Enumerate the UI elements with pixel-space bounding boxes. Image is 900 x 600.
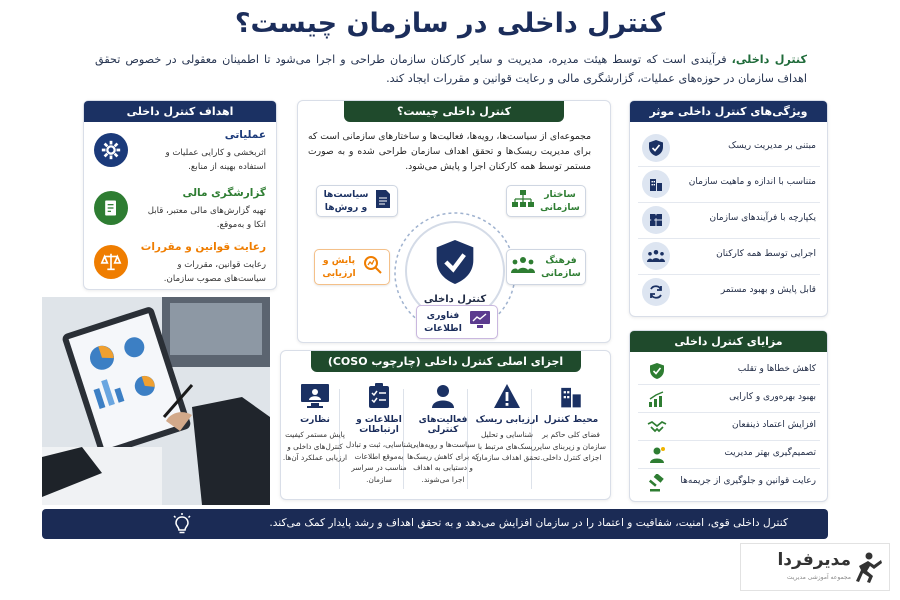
- puzzle-icon: [642, 206, 670, 234]
- coso-control-environment: [535, 381, 607, 464]
- coso-desc: شناسایی و تحلیل ریسک‌های مرتبط با تحقق اهداف سازمان.: [473, 430, 541, 462]
- node-label: ساختار سازمانی: [540, 189, 580, 213]
- gavel-icon: [646, 472, 668, 494]
- goals-panel: [83, 100, 277, 290]
- benefit-label: افزایش اعتماد ذینفعان: [732, 420, 816, 430]
- footer-banner: [42, 509, 828, 539]
- shield-check-icon: [646, 360, 668, 382]
- benefit-label: بهبود بهره‌وری و کارایی: [729, 392, 816, 402]
- gear-icon: [94, 133, 128, 167]
- node-label: فرهنگ سازمانی: [541, 255, 581, 279]
- coso-desc: پایش مستمر کیفیت کنترل‌های داخلی و ارزیابی عملکرد آن‌ها.: [282, 430, 348, 462]
- feature-row: [638, 239, 820, 275]
- logo-runner-icon: [853, 552, 883, 588]
- intro-paragraph: [95, 50, 807, 88]
- benefit-label: رعایت قوانین و جلوگیری از جریمه‌ها: [680, 476, 816, 486]
- feature-row: [638, 131, 820, 167]
- intro-text: فرآیندی است که توسط هیئت مدیره، مدیریت و سایر کارکنان سازمان طراحی و اجرا می‌شود تا اطمینان معقولی در خصوص تحقق اهداف سازمان در حوزه‌های عملیات، گزارشگری مالی و رعایت قوانین و مقررات ایجاد کند.: [95, 53, 807, 85]
- coso-risk-assessment: [471, 381, 543, 464]
- user-icon: [407, 381, 479, 411]
- coso-monitoring: [279, 381, 351, 464]
- building-icon: [535, 381, 607, 411]
- brand-logo: [740, 543, 890, 591]
- coso-panel: [280, 350, 611, 500]
- benefit-label: کاهش خطاها و تقلب: [737, 364, 816, 374]
- hub-label: کنترل داخلی: [423, 293, 487, 305]
- checklist-icon: [343, 381, 415, 411]
- feature-row: [638, 167, 820, 203]
- growth-chart-icon: [646, 388, 668, 410]
- coso-heading: اجزای اصلی کنترل داخلی (چارچوب COSO): [311, 351, 581, 372]
- node-label: سیاست‌ها و روش‌ها: [323, 189, 369, 213]
- goal-financial-reporting: [90, 187, 272, 239]
- node-policies: [316, 185, 398, 217]
- coso-title: نظارت: [300, 415, 330, 425]
- coso-desc: فضای کلی حاکم بر سازمان و زیربنای سایر اجزای کنترل داخلی.: [536, 430, 606, 462]
- node-monitoring: [314, 249, 390, 285]
- feature-row: [638, 203, 820, 239]
- node-it: [416, 305, 498, 339]
- intro-highlight: کنترل داخلی،: [731, 53, 808, 66]
- features-panel: [629, 100, 828, 317]
- goal-desc: تهیه گزارش‌های مالی معتبر، قابل اتکا و به‌موقع.: [147, 206, 266, 230]
- coso-title: اطلاعات و ارتباطات: [356, 415, 402, 435]
- logo-name: مدیرفردا: [777, 550, 851, 570]
- people-icon: [511, 256, 535, 278]
- what-is-panel: [297, 100, 611, 343]
- coso-information-communication: [343, 381, 415, 485]
- building-icon: [642, 170, 670, 198]
- benefit-row: [638, 357, 820, 385]
- coso-title: ارزیابی ریسک: [475, 415, 539, 425]
- feature-label: اجرایی توسط همه کارکنان: [716, 249, 816, 259]
- what-is-heading: کنترل داخلی چیست؟: [344, 101, 564, 122]
- benefit-label: تصمیم‌گیری بهتر مدیریت: [724, 448, 816, 458]
- business-photo: [42, 297, 270, 505]
- goal-operational: [90, 129, 272, 181]
- org-chart-icon: [512, 190, 534, 212]
- monitor-icon: [279, 381, 351, 411]
- goal-compliance: [90, 241, 272, 293]
- benefit-row: [638, 413, 820, 441]
- shield-check-icon: [433, 238, 477, 290]
- node-culture: [506, 249, 586, 285]
- node-label: پایش و ارزیابی: [322, 255, 356, 279]
- page-title: کنترل داخلی در سازمان چیست؟: [234, 8, 666, 39]
- decision-icon: [646, 444, 668, 466]
- benefit-row: [638, 441, 820, 469]
- coso-title: فعالیت‌های کنترلی: [418, 415, 468, 435]
- shield-icon: [642, 134, 670, 162]
- coso-desc: سیاست‌ها و رویه‌هایی که برای کاهش ریسک‌ها و دستیابی به اهداف اجرا می‌شوند.: [407, 440, 479, 484]
- benefit-row: [638, 385, 820, 413]
- benefits-heading: مزایای کنترل داخلی: [630, 331, 827, 352]
- report-icon: [94, 191, 128, 225]
- what-is-description: مجموعه‌ای از سیاست‌ها، رویه‌ها، فعالیت‌ها و ساختارهای سازمانی است که برای مدیریت ریسک‌ها و تحقق اهداف سازمان طراحی شده و به صورت مستمر توسط همه کارکنان اجرا و پایش می‌شود.: [308, 131, 591, 172]
- node-label: فناوری اطلاعات: [424, 310, 462, 334]
- feature-label: یکپارچه با فرآیندهای سازمان: [709, 213, 816, 223]
- warning-icon: [471, 381, 543, 411]
- feature-label: متناسب با اندازه و ماهیت سازمان: [688, 177, 816, 187]
- refresh-icon: [642, 278, 670, 306]
- coso-title: محیط کنترل: [543, 415, 599, 425]
- monitor-chart-icon: [469, 310, 491, 334]
- benefit-row: [638, 469, 820, 497]
- goal-desc: اثربخشی و کارایی عملیات و استفاده بهینه از منابع.: [165, 148, 266, 172]
- node-structure: [506, 185, 586, 217]
- goal-title: عملیاتی: [224, 129, 266, 141]
- goals-heading: اهداف کنترل داخلی: [84, 101, 276, 122]
- feature-row: [638, 275, 820, 311]
- people-icon: [642, 242, 670, 270]
- goal-desc: رعایت قوانین، مقررات و سیاست‌های مصوب سازمان.: [163, 260, 266, 284]
- benefits-panel: [629, 330, 828, 502]
- feature-label: قابل پایش و بهبود مستمر: [720, 285, 816, 295]
- coso-desc: شناسایی، ثبت و تبادل به‌موقع اطلاعات مناسب در سراسر سازمان.: [345, 440, 413, 484]
- coso-control-activities: [407, 381, 479, 485]
- goal-title: رعایت قوانین و مقررات: [140, 241, 266, 253]
- footer-text: کنترل داخلی قوی، امنیت، شفافیت و اعتماد را در سازمان افزایش می‌دهد و به تحقق اهداف و رشد پایدار کمک می‌کند.: [269, 517, 788, 529]
- magnifier-chart-icon: [363, 255, 383, 279]
- goal-title: گزارشگری مالی: [182, 187, 266, 199]
- features-heading: ویژگی‌های کنترل داخلی موثر: [630, 101, 827, 122]
- handshake-icon: [646, 416, 668, 438]
- logo-tagline: مجموعه آموزشی مدیریت: [786, 574, 851, 581]
- document-icon: [375, 189, 391, 213]
- scale-icon: [94, 245, 128, 279]
- lightbulb-icon: [172, 513, 192, 538]
- feature-label: مبتنی بر مدیریت ریسک: [728, 141, 816, 151]
